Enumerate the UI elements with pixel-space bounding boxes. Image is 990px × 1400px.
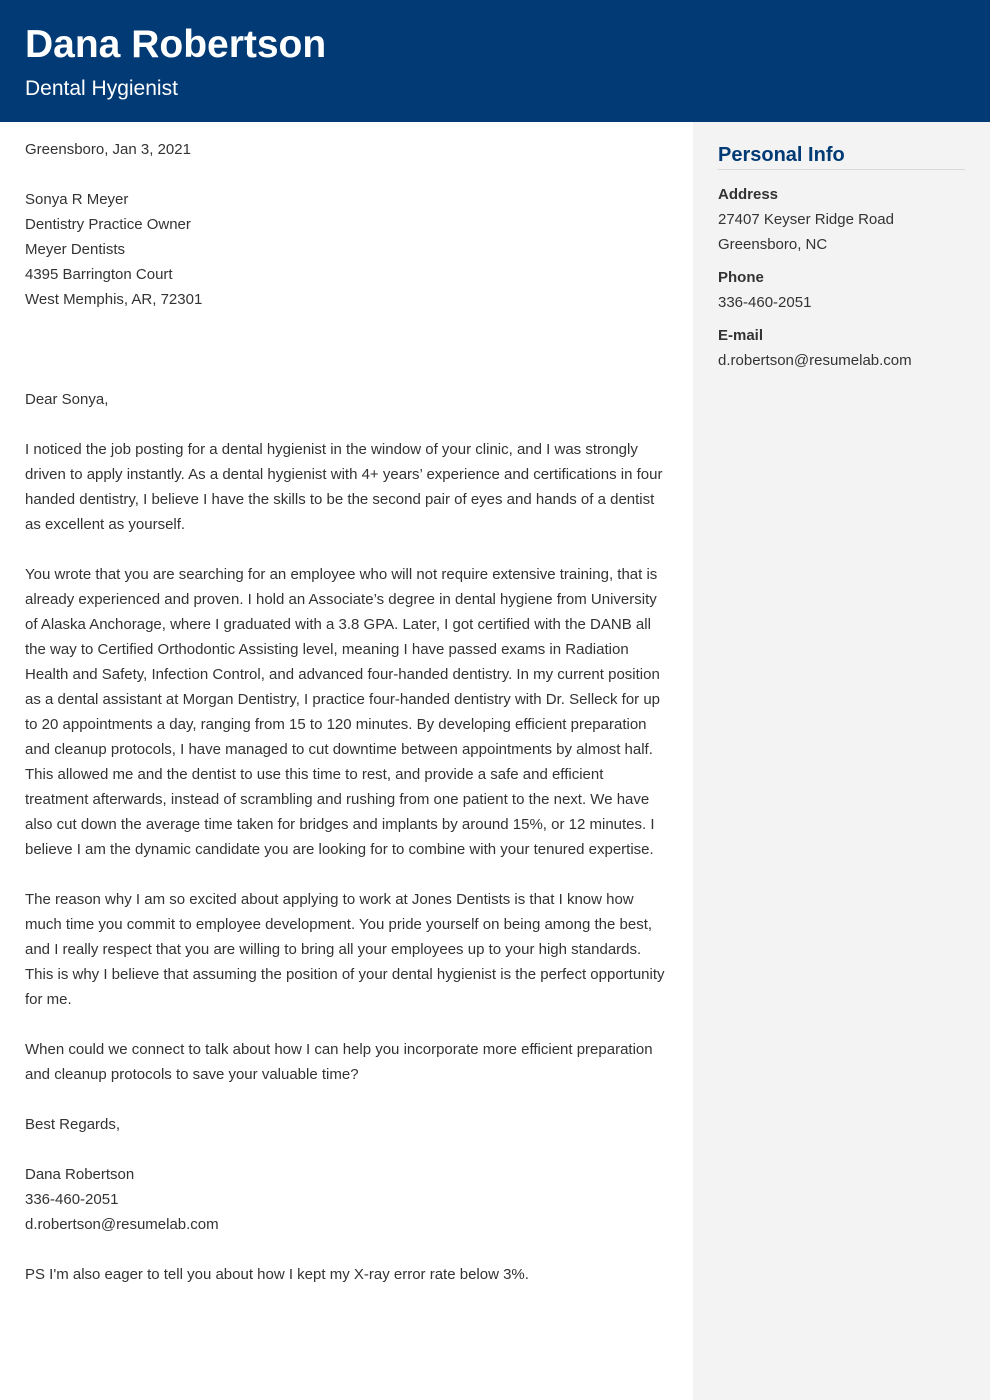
paragraph: When could we connect to talk about how I can help you incorporate more efficient preparation and cleanup protocols to save your valuable time? [25,1041,653,1083]
personal-info-section [718,141,965,381]
email-group [718,323,965,373]
address-line-2: Greensboro, NC [718,236,828,253]
personal-info-title: Personal Info [718,141,965,170]
paragraph: You wrote that you are searching for an employee who will not require extensive training, that is already experienced and proven. I hold an Associate’s degree in dental hygiene from University of Alaska Anchorage, where I graduated with a 3.8 GPA. Later, I got certified with the DANB all the way to Certified Orthodontic Assisting level, meaning I have passed exams in Radiation Health and Safety, Infection Control, and advanced four-handed dentistry. In my current position as a dental assistant at Morgan Dentistry, I practice four-handed dentistry with Dr. Selleck for up to 20 appointments a day, ranging from 15 to 120 minutes. By developing efficient preparation and cleanup protocols, I have managed to cut downtime between appointments by almost half. This allowed me and the dentist to use this time to rest, and provide a safe and efficient treatment afterwards, instead of scrambling and rushing from one patient to the next. We have also cut down the average time taken for bridges and implants by around 15%, or 12 minutes. I believe I am the dynamic candidate you are looking for to combine with your tenured expertise. [25,566,661,858]
phone-group [718,265,965,315]
email-value: d.robertson@resumelab.com [718,352,912,369]
recipient-block [25,187,670,312]
recipient-company: Meyer Dentists [25,241,126,258]
applicant-name: Dana Robertson [25,23,327,66]
address-label: Address [718,186,779,203]
applicant-job-title: Dental Hygienist [25,77,178,100]
signature-name: Dana Robertson [25,1166,135,1183]
address-group [718,182,965,257]
header-banner [0,0,990,122]
phone-value: 336-460-2051 [718,294,812,311]
phone-label: Phone [718,269,764,286]
recipient-city: West Memphis, AR, 72301 [25,291,203,308]
letter-body [25,137,670,1312]
signature-email: d.robertson@resumelab.com [25,1216,219,1233]
recipient-street: 4395 Barrington Court [25,266,173,283]
signature-block [25,1162,670,1237]
greeting: Dear Sonya, [25,391,109,408]
address-line-1: 27407 Keyser Ridge Road [718,211,894,228]
sidebar [693,122,990,1400]
signature-phone: 336-460-2051 [25,1191,119,1208]
recipient-name: Sonya R Meyer [25,191,129,208]
closing: Best Regards, [25,1116,121,1133]
recipient-title: Dentistry Practice Owner [25,216,191,233]
date-line: Greensboro, Jan 3, 2021 [25,141,191,158]
paragraph: I noticed the job posting for a dental hygienist in the window of your clinic, and I was strongly driven to apply instantly. As a dental hygienist with 4+ years’ experience and certifications in four handed dentistry, I believe I have the skills to be the second pair of eyes and hands of a dentist as excellent as yourself. [25,441,663,533]
email-label: E-mail [718,327,764,344]
postscript: PS I'm also eager to tell you about how I kept my X-ray error rate below 3%. [25,1266,529,1283]
paragraph: The reason why I am so excited about applying to work at Jones Dentists is that I know how much time you commit to employee development. You pride yourself on being among the best, and I really respect that you are willing to bring all your employees up to your high standards. This is why I believe that assuming the position of your dental hygienist is the perfect opportunity for me. [25,891,665,1008]
